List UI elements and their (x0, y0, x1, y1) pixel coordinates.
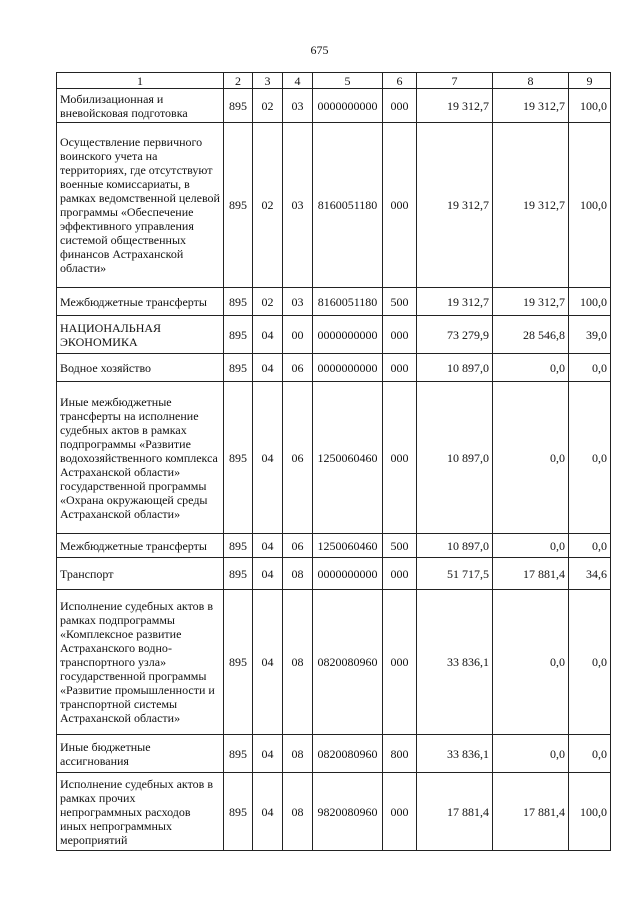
table-row (57, 735, 611, 773)
cell-percent: 100,0 (569, 89, 611, 123)
cell-expense-type: 000 (383, 773, 417, 851)
cell-subsection: 06 (283, 354, 313, 382)
cell-section: 04 (253, 316, 283, 354)
cell-expense-type: 000 (383, 123, 417, 288)
cell-target-code: 9820080960 (313, 773, 383, 851)
header-cell: 2 (224, 73, 253, 89)
table-row (57, 590, 611, 735)
row-name: Транспорт (57, 558, 224, 590)
cell-plan: 10 897,0 (417, 382, 493, 534)
header-cell: 5 (313, 73, 383, 89)
cell-expense-type: 000 (383, 590, 417, 735)
cell-subsection: 08 (283, 590, 313, 735)
row-name: Мобилизационная и вневойсковая подготовка (57, 89, 224, 123)
cell-percent: 0,0 (569, 735, 611, 773)
cell-section: 02 (253, 89, 283, 123)
header-cell: 7 (417, 73, 493, 89)
cell-percent: 0,0 (569, 590, 611, 735)
cell-plan: 10 897,0 (417, 534, 493, 558)
table-row (57, 89, 611, 123)
cell-plan: 17 881,4 (417, 773, 493, 851)
cell-target-code: 0000000000 (313, 558, 383, 590)
header-cell: 3 (253, 73, 283, 89)
cell-grbs: 895 (224, 354, 253, 382)
header-cell: 4 (283, 73, 313, 89)
table-row (57, 288, 611, 316)
cell-grbs: 895 (224, 558, 253, 590)
cell-expense-type: 800 (383, 735, 417, 773)
cell-subsection: 08 (283, 773, 313, 851)
cell-target-code: 0000000000 (313, 89, 383, 123)
cell-grbs: 895 (224, 590, 253, 735)
row-name: Исполнение судебных актов в рамках прочих непрограммных расходов иных непрограммных мероприятий (57, 773, 224, 851)
cell-target-code: 8160051180 (313, 288, 383, 316)
header-cell: 1 (57, 73, 224, 89)
cell-subsection: 03 (283, 89, 313, 123)
cell-plan: 19 312,7 (417, 89, 493, 123)
cell-fact: 28 546,8 (493, 316, 569, 354)
header-cell: 6 (383, 73, 417, 89)
cell-subsection: 06 (283, 382, 313, 534)
row-name: Исполнение судебных актов в рамках подпрограммы «Комплексное развитие Астраханского воднотранспортного узла» государственной программы «Развитие промышленности и транспортной системы Астраханской области» (57, 590, 224, 735)
cell-target-code: 0000000000 (313, 354, 383, 382)
budget-table (56, 72, 611, 851)
cell-fact: 0,0 (493, 382, 569, 534)
cell-percent: 0,0 (569, 534, 611, 558)
table-row (57, 382, 611, 534)
row-name: Межбюджетные трансферты (57, 534, 224, 558)
cell-plan: 51 717,5 (417, 558, 493, 590)
cell-fact: 19 312,7 (493, 89, 569, 123)
row-name: Межбюджетные трансферты (57, 288, 224, 316)
table-row (57, 354, 611, 382)
cell-section: 04 (253, 590, 283, 735)
page-number: 675 (310, 43, 329, 57)
cell-expense-type: 000 (383, 354, 417, 382)
cell-subsection: 06 (283, 534, 313, 558)
cell-percent: 0,0 (569, 354, 611, 382)
cell-grbs: 895 (224, 382, 253, 534)
header-cell: 9 (569, 73, 611, 89)
row-name: Водное хозяйство (57, 354, 224, 382)
cell-plan: 73 279,9 (417, 316, 493, 354)
cell-grbs: 895 (224, 288, 253, 316)
table-row (57, 558, 611, 590)
cell-section: 04 (253, 558, 283, 590)
cell-percent: 100,0 (569, 773, 611, 851)
cell-expense-type: 000 (383, 558, 417, 590)
cell-target-code: 0820080960 (313, 735, 383, 773)
cell-fact: 19 312,7 (493, 123, 569, 288)
cell-grbs: 895 (224, 735, 253, 773)
cell-percent: 100,0 (569, 123, 611, 288)
cell-section: 02 (253, 123, 283, 288)
cell-expense-type: 500 (383, 534, 417, 558)
cell-target-code: 0820080960 (313, 590, 383, 735)
cell-subsection: 08 (283, 558, 313, 590)
cell-expense-type: 000 (383, 382, 417, 534)
cell-subsection: 03 (283, 123, 313, 288)
cell-percent: 39,0 (569, 316, 611, 354)
cell-percent: 34,6 (569, 558, 611, 590)
cell-plan: 10 897,0 (417, 354, 493, 382)
table-row (57, 123, 611, 288)
table-row (57, 773, 611, 851)
cell-plan: 19 312,7 (417, 288, 493, 316)
row-name: Иные межбюджетные трансферты на исполнение судебных актов в рамках подпрограммы «Развитие водохозяйственного комплекса Астраханской области» государственной программы «Охрана окружающей среды Астраханской области» (57, 382, 224, 534)
row-name: НАЦИОНАЛЬНАЯ ЭКОНОМИКА (57, 316, 224, 354)
cell-section: 04 (253, 735, 283, 773)
cell-grbs: 895 (224, 89, 253, 123)
cell-fact: 0,0 (493, 590, 569, 735)
table-row (57, 534, 611, 558)
cell-subsection: 03 (283, 288, 313, 316)
cell-plan: 33 836,1 (417, 590, 493, 735)
cell-plan: 33 836,1 (417, 735, 493, 773)
cell-section: 02 (253, 288, 283, 316)
cell-expense-type: 500 (383, 288, 417, 316)
cell-target-code: 0000000000 (313, 316, 383, 354)
cell-percent: 100,0 (569, 288, 611, 316)
cell-grbs: 895 (224, 316, 253, 354)
row-name: Иные бюджетные ассигнования (57, 735, 224, 773)
row-name: Осуществление первичного воинского учета на территориях, где отсутствуют военные комиссариаты, в рамках ведомственной целевой программы «Обеспечение эффективного управления системой общественных финансов Астраханской области» (57, 123, 224, 288)
cell-expense-type: 000 (383, 316, 417, 354)
cell-percent: 0,0 (569, 382, 611, 534)
cell-fact: 19 312,7 (493, 288, 569, 316)
table-row (57, 316, 611, 354)
cell-subsection: 00 (283, 316, 313, 354)
cell-grbs: 895 (224, 773, 253, 851)
header-cell: 8 (493, 73, 569, 89)
cell-section: 04 (253, 382, 283, 534)
cell-fact: 17 881,4 (493, 558, 569, 590)
cell-target-code: 1250060460 (313, 534, 383, 558)
cell-section: 04 (253, 534, 283, 558)
cell-expense-type: 000 (383, 89, 417, 123)
cell-fact: 0,0 (493, 354, 569, 382)
cell-subsection: 08 (283, 735, 313, 773)
cell-fact: 0,0 (493, 534, 569, 558)
cell-grbs: 895 (224, 123, 253, 288)
cell-section: 04 (253, 354, 283, 382)
cell-section: 04 (253, 773, 283, 851)
cell-grbs: 895 (224, 534, 253, 558)
cell-fact: 0,0 (493, 735, 569, 773)
header-row (57, 73, 611, 89)
cell-plan: 19 312,7 (417, 123, 493, 288)
cell-target-code: 1250060460 (313, 382, 383, 534)
cell-target-code: 8160051180 (313, 123, 383, 288)
cell-fact: 17 881,4 (493, 773, 569, 851)
